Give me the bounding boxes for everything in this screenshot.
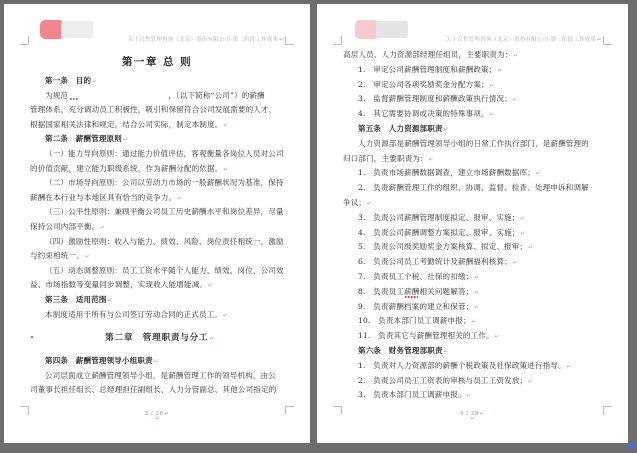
article-heading[interactable]: 第六条 财务管理部职责↵: [358, 345, 449, 355]
text-line[interactable]: 公司层面成立薪酬管理领导小组，是薪酬管理工作的领导机构，由公: [45, 370, 276, 380]
paragraph-mark: ↵: [123, 137, 128, 144]
paragraph-mark: ↵: [466, 393, 472, 400]
article-heading[interactable]: 第四条 薪酬管理领导小组职责↵: [45, 356, 159, 366]
article-heading[interactable]: 第一条 目的↵: [45, 76, 98, 85]
paragraph-mark: ↵: [177, 195, 183, 202]
paragraph-mark: ↵: [528, 378, 534, 385]
text-line[interactable]: （二）市场导向原则：公司以劳动力市场的一般薪酬状况为基准，保持: [45, 178, 284, 188]
text-line[interactable]: 为规范 ，（以下简称“公司”）的薪酬: [45, 90, 265, 100]
paragraph-mark: ↵: [520, 215, 526, 222]
page-2-body[interactable]: [343, 48, 608, 403]
text-line[interactable]: 2. 负责公司员工工资表的审核与员工工资发放；↵: [358, 375, 534, 385]
page-number: 3 / 28: [144, 411, 164, 417]
paragraph-mark: ↵: [208, 283, 213, 290]
stray-bullet-dot: [31, 336, 33, 338]
document-page-2[interactable]: [317, 4, 628, 443]
paragraph-mark: ↵: [528, 245, 534, 252]
paragraph-mark: ↵: [512, 260, 518, 267]
paragraph-mark: ↵: [223, 122, 229, 129]
text-line[interactable]: 薪酬在本行业与本地区具有恰当的竞争力。↵: [30, 192, 183, 202]
text-line[interactable]: 9. 负责薪酬档案的建立和保管；↵: [358, 301, 480, 311]
text-line[interactable]: 2. 审定公司各项奖励奖金分配方案；↵: [358, 79, 495, 89]
paragraph-mark: ↵: [209, 336, 215, 343]
page-edge-marker-icon: [630, 443, 635, 449]
text-line[interactable]: （一）能力导向原则：通过能力价值评估，客观衡量各岗位人员对公司: [45, 148, 284, 158]
text-line[interactable]: 4. 负责公司薪酬调整方案拟定、报审、实施；↵: [358, 227, 526, 237]
page-header-text: 关于汉哲管理咨询（北京）股份有限公司-第二阶段工作成果: [445, 37, 597, 43]
redacted-company-name: [68, 97, 168, 98]
page-header-text: 关于汉哲管理咨询（北京）股份有限公司-第二阶段工作成果: [127, 37, 279, 43]
paragraph-mark: ↵: [494, 334, 500, 341]
page-1-body[interactable]: [30, 74, 290, 398]
margin-mark-top-left: [333, 36, 342, 45]
text-line[interactable]: 11. 负责其它与薪酬管理相关的工作。↵: [358, 331, 500, 341]
chapter-heading[interactable]: 第二章 管理职责与分工↵: [30, 322, 290, 354]
text-line[interactable]: 与约束相统一。↵: [30, 251, 90, 261]
paragraph-mark: ↵: [597, 37, 602, 43]
margin-mark-top-left: [20, 36, 29, 45]
text-line[interactable]: 6. 负责公司员工考勤统计及薪酬福利核算；↵: [358, 257, 518, 267]
paragraph-mark: ↵: [566, 363, 572, 370]
paragraph-mark: ↵: [443, 126, 449, 133]
text-line[interactable]: 3. 监督薪酬管理制度和薪酬政策执行情况；↵: [358, 94, 518, 104]
text-line[interactable]: 1. 负责对人力资源部的薪酬个税政策及社保政策进行指导。↵: [358, 360, 572, 370]
paragraph-mark: ↵: [489, 112, 495, 119]
paragraph-mark: ↵: [153, 359, 159, 366]
paragraph-mark: ↵: [443, 348, 449, 355]
paragraph-mark: ↵: [520, 230, 526, 237]
paragraph-mark: ↵: [428, 156, 434, 163]
redacted-logo-stamp: [355, 20, 408, 39]
paragraph-mark: ↵: [223, 166, 229, 173]
text-line[interactable]: 10. 负责本部门员工调薪申报；↵: [358, 316, 477, 326]
paragraph-mark: ↵: [223, 312, 228, 319]
spellcheck-squiggle: [405, 296, 418, 298]
paragraph-mark: ↵: [164, 411, 170, 417]
paragraph-mark: ↵: [92, 79, 98, 85]
footer-paragraph-mark-row: [317, 405, 628, 424]
text-line[interactable]: 3. 负责本部门员工调薪申报。↵: [358, 390, 472, 400]
text-line[interactable]: 保持公司内部平衡。↵: [30, 221, 106, 231]
article-heading[interactable]: 第五条 人力资源部职责↵: [358, 123, 449, 133]
text-line[interactable]: 人力资源部是薪酬管理领导小组的日常工作执行部门，是薪酬管理的: [358, 138, 589, 148]
article-heading[interactable]: 第三条 适用范围↵: [45, 294, 113, 304]
page-header: [128, 35, 284, 43]
paragraph-mark: ↵: [474, 304, 480, 311]
text-line[interactable]: （四）激励性原则：收入与能力、绩效、风险、岗位责任相统一，激励: [45, 236, 284, 246]
text-line[interactable]: 3. 负责公司薪酬管理制度拟定、报审、实施；↵: [358, 212, 526, 222]
document-page-1[interactable]: [4, 4, 310, 443]
text-line[interactable]: 5. 负责公司级奖励奖金方案核算、拟定、报审；↵: [358, 242, 534, 252]
text-line[interactable]: 本制度适用于所有与公司签订劳动合同的正式员工。↵: [45, 309, 228, 319]
text-line[interactable]: 益、市场指数等变量同步调整，实现收入能增能减。↵: [30, 280, 213, 290]
text-line[interactable]: 8. 负责员工薪酬相关问题解答；↵: [358, 286, 480, 296]
paragraph-mark: ↵: [367, 200, 372, 207]
paragraph-mark: ↵: [513, 53, 519, 59]
chapter-1-title: 第一章 总 则: [121, 56, 193, 68]
paragraph-mark: ↵: [84, 254, 90, 261]
paragraph-mark: ↵: [471, 319, 477, 326]
page-header: [446, 35, 602, 43]
text-line[interactable]: 争议；↵: [343, 197, 372, 207]
paragraph-mark: ↵: [474, 274, 480, 281]
page-number: 4 / 28: [460, 411, 479, 417]
text-line[interactable]: 根据国家相关法律和规定，结合公司实际，制定本制度。↵: [30, 119, 229, 129]
paragraph-mark: ↵: [470, 416, 476, 422]
text-line[interactable]: 高层人员、人力资源部经理任组员，主要职责为：↵: [343, 50, 519, 59]
article-heading[interactable]: 第二条 薪酬管理原则↵: [45, 134, 128, 144]
text-line[interactable]: 1. 审定公司薪酬管理制度和薪酬政策；↵: [358, 64, 503, 74]
paragraph-mark: ↵: [279, 37, 284, 43]
margin-mark-top-right: [285, 36, 294, 45]
redacted-logo-stamp: [40, 20, 93, 39]
paragraph-mark: ↵: [107, 297, 113, 304]
redaction-block-icon: [376, 21, 408, 38]
paragraph-mark: ↵: [512, 97, 518, 104]
text-line[interactable]: （三）公平性原则：兼顾平衡公司员工历史薪酬水平和岗位差异，尽量: [45, 207, 284, 217]
text-line[interactable]: 归口部门，主要职责为：↵: [343, 153, 434, 163]
redaction-block-icon: [61, 21, 93, 38]
margin-mark-top-right: [603, 36, 612, 45]
paragraph-mark: ↵: [535, 171, 541, 178]
footer-paragraph-mark-row: [4, 405, 310, 424]
paragraph-mark: ↵: [479, 411, 485, 417]
text-line[interactable]: 管理体系，充分调动员工积极性，吸引和保留符合公司发展需要的人才，: [30, 105, 277, 115]
paragraph-mark: ↵: [489, 82, 495, 89]
paragraph-mark: ↵: [155, 416, 160, 422]
text-line[interactable]: 2. 负责薪酬管理工作的组织、协调、监督、检查、处理申诉和调解: [358, 183, 589, 193]
text-line[interactable]: 7. 负责员工个税、社保的扣缴；↵: [358, 271, 480, 281]
text-line[interactable]: 的价值贡献，建立能力职级系统，作为薪酬分配的依据。↵: [30, 163, 229, 173]
text-line[interactable]: 1. 负责市场薪酬数据调查，建立市场薪酬数据库；↵: [358, 168, 541, 178]
paragraph-mark: ↵: [100, 224, 106, 231]
paragraph-mark: ↵: [497, 67, 503, 74]
text-line[interactable]: 司董事长担任组长、总经理担任副组长、人力分管副总、其他公司指定的: [30, 385, 277, 395]
paragraph-mark: ↵: [474, 289, 480, 296]
text-line[interactable]: 4. 其它需要协调或决策的特殊事项。↵: [358, 109, 495, 119]
text-line[interactable]: （五）动态调整原则：员工工资水平随个人能力、绩效、岗位、公司效: [45, 265, 284, 275]
